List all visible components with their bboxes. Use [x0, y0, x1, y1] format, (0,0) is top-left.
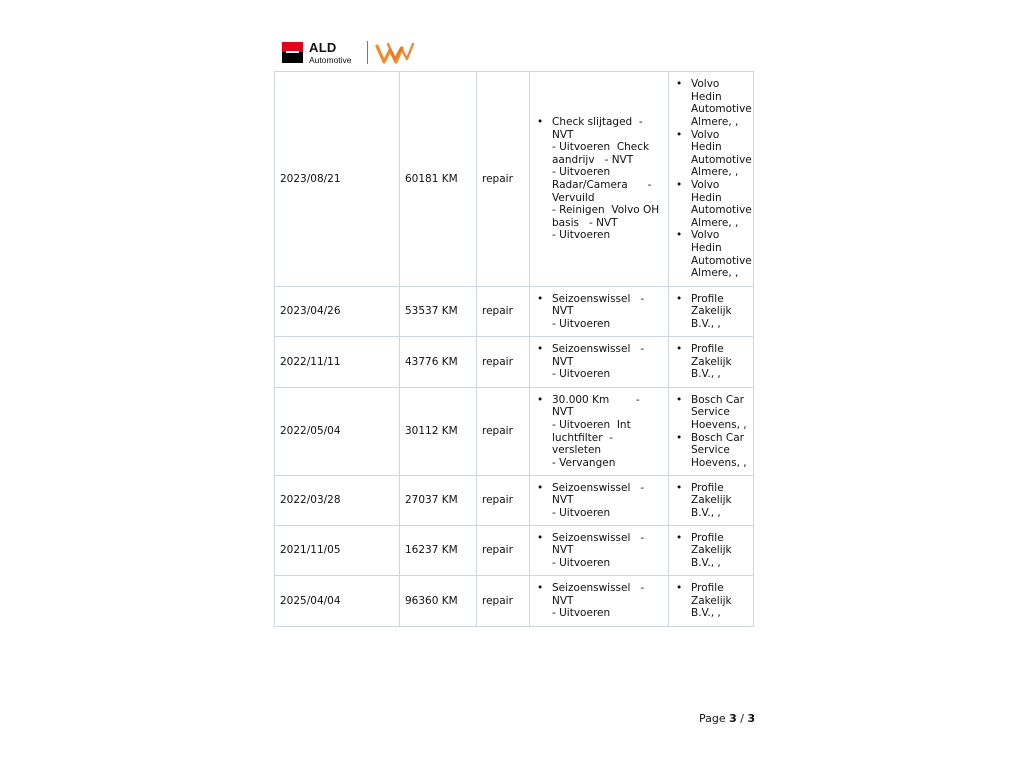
cell-date: 2022/03/28 — [275, 476, 400, 526]
cell-operations — [530, 388, 669, 476]
page-separator: / — [740, 712, 745, 725]
garage-item: • Profile Zakelijk B.V., , — [674, 482, 748, 520]
garage-item: • Bosch Car Service Hoevens, , — [674, 432, 748, 470]
operations-list — [535, 116, 663, 242]
maintenance-history-table — [274, 71, 754, 627]
page-total: 3 — [747, 712, 756, 725]
operations-list — [535, 293, 663, 331]
garages-list — [674, 394, 748, 470]
logo-divider — [367, 41, 368, 64]
cell-operations — [530, 287, 669, 337]
cell-date: 2023/08/21 — [275, 72, 400, 287]
table-row — [275, 287, 754, 337]
header-logos — [282, 40, 422, 66]
garage-item: • Volvo Hedin Automotive Almere, , — [674, 229, 748, 279]
garage-item: • Bosch Car Service Hoevens, , — [674, 394, 748, 432]
operation-item: • Seizoenswissel - NVT - Uitvoeren — [535, 343, 663, 381]
table-row — [275, 72, 754, 287]
cell-operations — [530, 476, 669, 526]
cell-garages — [669, 388, 754, 476]
cell-operations — [530, 576, 669, 627]
ald-logo-subtext: Automotive — [309, 55, 352, 65]
cell-mileage: 16237 KM — [400, 526, 477, 576]
cell-garages — [669, 576, 754, 627]
cell-type: repair — [477, 576, 530, 627]
cell-mileage: 53537 KM — [400, 287, 477, 337]
page-current: 3 — [729, 712, 737, 725]
table-row — [275, 388, 754, 476]
page-label: Page — [699, 712, 726, 725]
cell-garages — [669, 287, 754, 337]
operation-item: • Seizoenswissel - NVT - Uitvoeren — [535, 582, 663, 620]
operation-item: • Check slijtaged - NVT - Uitvoeren Check aandrijv - NVT - Uitvoeren Radar/Camera - Vervuild - Reinigen Volvo OH basis - NVT - Uitvoeren — [535, 116, 663, 242]
garages-list — [674, 532, 748, 570]
garages-list — [674, 293, 748, 331]
table-row — [275, 337, 754, 388]
garages-list — [674, 78, 752, 280]
garage-item: • Profile Zakelijk B.V., , — [674, 293, 748, 331]
cell-mileage: 43776 KM — [400, 337, 477, 388]
table-row — [275, 476, 754, 526]
cell-type: repair — [477, 72, 530, 287]
cell-date: 2022/11/11 — [275, 337, 400, 388]
operation-item: • Seizoenswissel - NVT - Uitvoeren — [535, 482, 663, 520]
ald-logo-icon — [282, 42, 303, 63]
cell-operations — [530, 72, 669, 287]
cell-type: repair — [477, 337, 530, 388]
garage-item: • Volvo Hedin Automotive Almere, , — [674, 179, 748, 229]
garage-item: • Profile Zakelijk B.V., , — [674, 582, 748, 620]
cell-type: repair — [477, 287, 530, 337]
operations-list — [535, 482, 663, 520]
operations-list — [535, 582, 663, 620]
cell-garages — [669, 337, 754, 388]
cell-operations — [530, 526, 669, 576]
cell-garages — [669, 72, 754, 287]
operations-list — [535, 394, 663, 470]
garages-list — [674, 343, 748, 381]
operations-list — [535, 532, 663, 570]
cell-type: repair — [477, 526, 530, 576]
garage-item: • Volvo Hedin Automotive Almere, , — [674, 129, 748, 179]
cell-garages — [669, 476, 754, 526]
garages-list — [674, 582, 748, 620]
cell-mileage: 96360 KM — [400, 576, 477, 627]
cell-mileage: 30112 KM — [400, 388, 477, 476]
operation-item: • 30.000 Km - NVT - Uitvoeren Int luchtfilter - versleten - Vervangen — [535, 394, 663, 470]
cell-type: repair — [477, 388, 530, 476]
ald-logo-text: ALD — [309, 40, 337, 55]
operation-item: • Seizoenswissel - NVT - Uitvoeren — [535, 532, 663, 570]
table-row — [275, 576, 754, 627]
garage-item: • Profile Zakelijk B.V., , — [674, 532, 748, 570]
cell-mileage: 60181 KM — [400, 72, 477, 287]
operation-item: • Seizoenswissel - NVT - Uitvoeren — [535, 293, 663, 331]
cell-mileage: 27037 KM — [400, 476, 477, 526]
orange-ww-logo-icon — [375, 40, 415, 66]
cell-date: 2025/04/04 — [275, 576, 400, 627]
cell-date: 2023/04/26 — [275, 287, 400, 337]
operations-list — [535, 343, 663, 381]
garage-item: • Profile Zakelijk B.V., , — [674, 343, 748, 381]
cell-operations — [530, 337, 669, 388]
table-row — [275, 526, 754, 576]
page-indicator — [699, 712, 755, 725]
garages-list — [674, 482, 748, 520]
cell-garages — [669, 526, 754, 576]
garage-item: • Volvo Hedin Automotive Almere, , — [674, 78, 748, 128]
cell-type: repair — [477, 476, 530, 526]
cell-date: 2022/05/04 — [275, 388, 400, 476]
cell-date: 2021/11/05 — [275, 526, 400, 576]
